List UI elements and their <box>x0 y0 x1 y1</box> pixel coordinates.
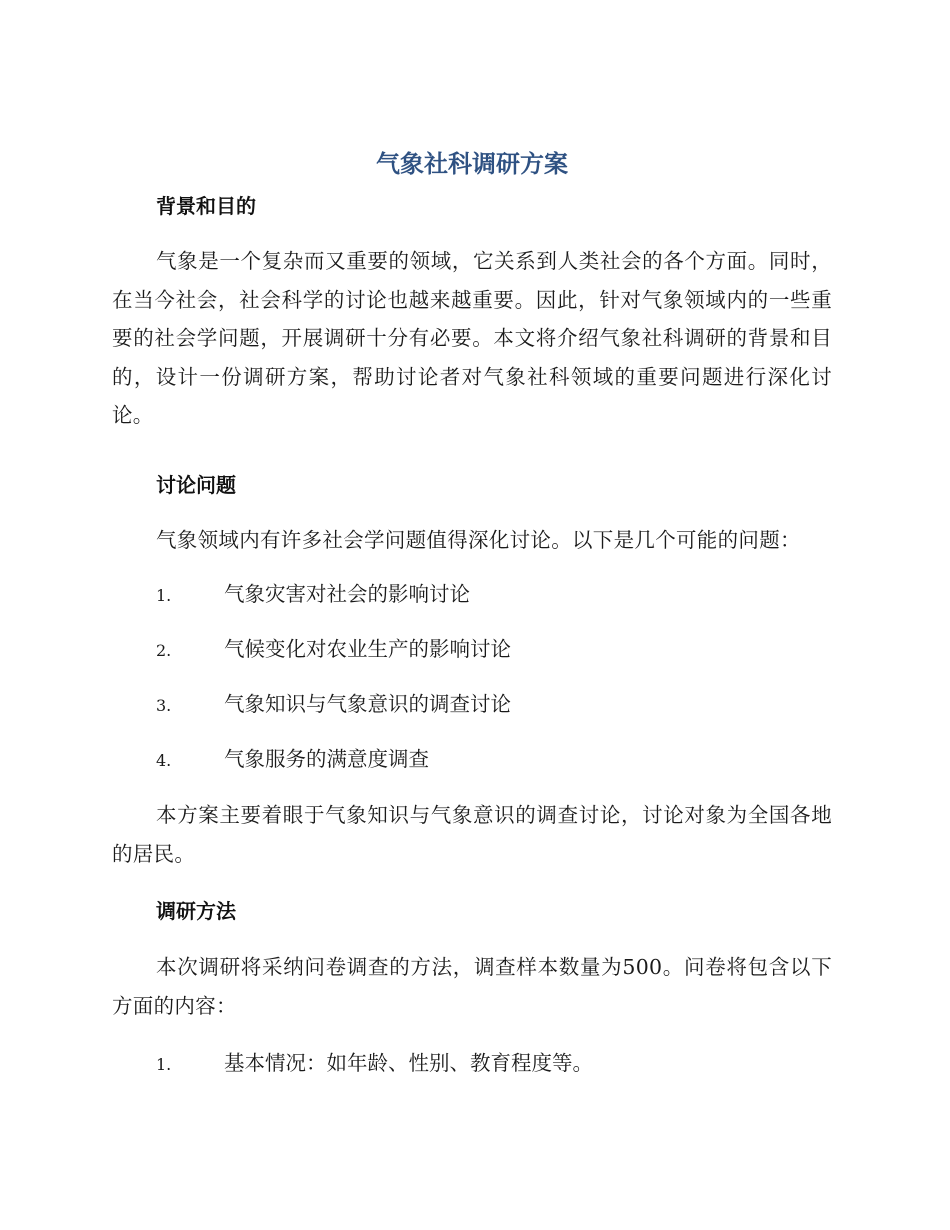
list-number: 1. <box>156 1055 172 1074</box>
list-number: 4. <box>156 751 172 770</box>
list-text: 气象服务的满意度调查 <box>224 747 429 771</box>
document-title: 气象社科调研方案 <box>376 150 568 178</box>
list-item <box>156 689 832 721</box>
list-text: 气候变化对农业生产的影响讨论 <box>224 637 511 661</box>
list-text: 基本情况：如年龄、性别、教育程度等。 <box>224 1051 593 1075</box>
section-heading-background: 背景和目的 <box>156 194 256 218</box>
list-item <box>156 579 832 611</box>
list-text: 气象灾害对社会的影响讨论 <box>224 582 470 606</box>
section-heading-method: 调研方法 <box>156 899 236 923</box>
paragraph-background: 气象是一个复杂而又重要的领域，它关系到人类社会的各个方面。同时，在当今社会，社会科学的讨论也越来越重要。因此，针对气象领域内的一些重要的社会学问题，开展调研十分有必要。本文将介绍气象社科调研的背景和目的，设计一份调研方案，帮助讨论者对气象社科领域的重要问题进行深化讨论。 <box>112 249 832 427</box>
paragraph-discussion-intro: 气象领域内有许多社会学问题值得深化讨论。以下是几个可能的问题： <box>156 528 801 552</box>
section-heading-discussion: 讨论问题 <box>156 473 236 497</box>
paragraph-method-intro: 本次调研将采纳问卷调查的方法，调查样本数量为500。问卷将包含以下方面的内容： <box>112 955 832 1018</box>
list-item <box>156 1048 832 1080</box>
paragraph-discussion-conclusion: 本方案主要着眼于气象知识与气象意识的调查讨论，讨论对象为全国各地的居民。 <box>112 803 832 866</box>
list-item <box>156 634 832 666</box>
list-text: 气象知识与气象意识的调查讨论 <box>224 692 511 716</box>
list-number: 1. <box>156 586 172 605</box>
list-number: 2. <box>156 641 172 660</box>
list-number: 3. <box>156 696 172 715</box>
list-item <box>156 744 832 776</box>
